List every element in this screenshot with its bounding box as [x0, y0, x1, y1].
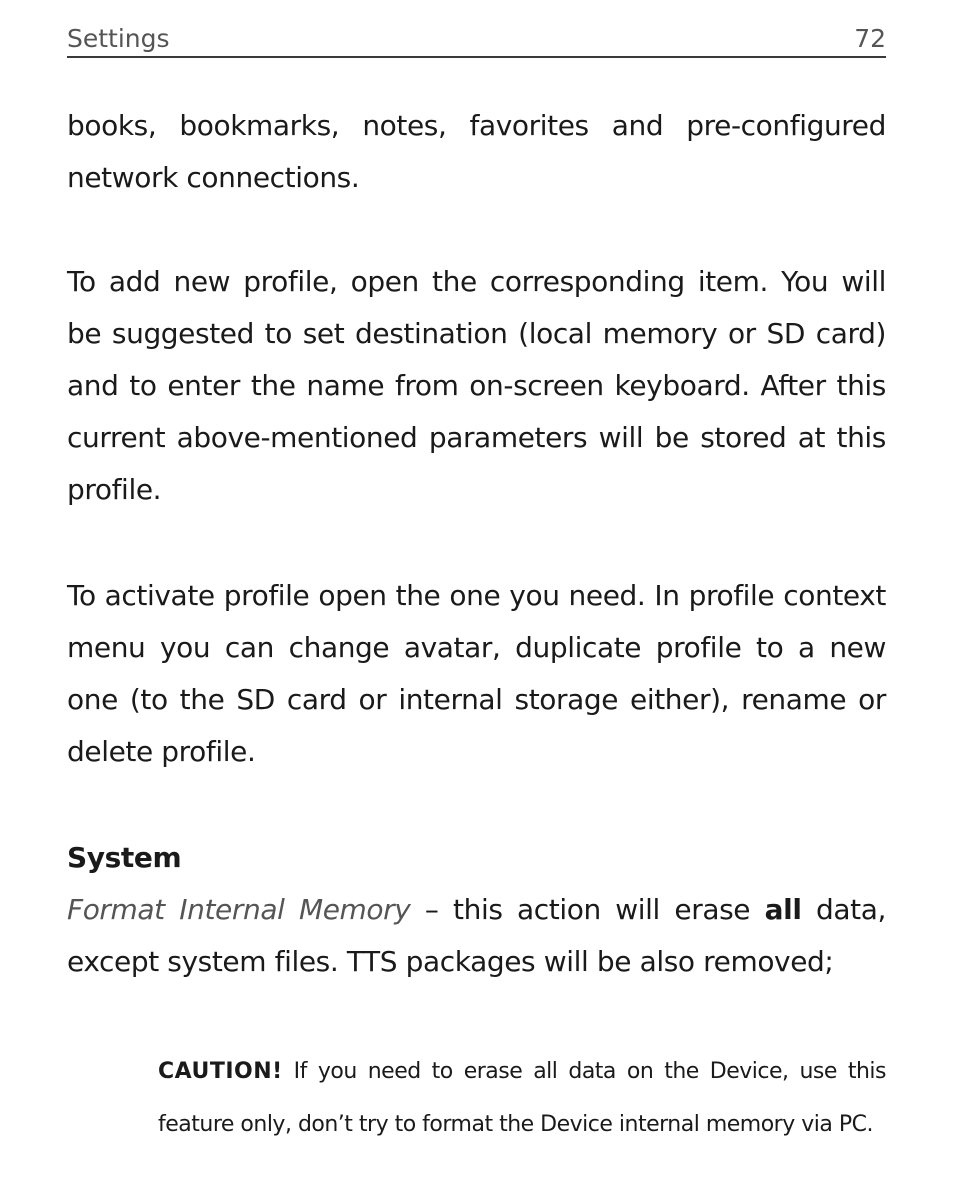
header-page-number: 72 — [854, 24, 886, 53]
paragraph-format-memory — [67, 884, 886, 988]
paragraph-add-profile: To add new profile, open the corresponding item. You will be suggested to set destination (local memory or SD card) and to enter the name from on-screen keyboard. After this current above-mentioned parameters will be stored at this profile. — [67, 265, 886, 506]
header-section-name: Settings — [67, 24, 170, 53]
format-text-after: data, except system files. TTS packages will be also removed; — [67, 893, 886, 978]
caution-text: If you need to erase all data on the Device, use this feature only, don’t try to format the Device internal memory via PC. — [158, 1059, 886, 1137]
system-heading: System — [67, 841, 182, 874]
format-text-before: – this action will erase — [410, 893, 765, 926]
format-memory-label: Format Internal Memory — [67, 893, 411, 926]
format-bold-all: all — [764, 893, 802, 926]
paragraph-profiles-content: books, bookmarks, notes, favorites and pre-configured network connections. — [67, 109, 886, 194]
paragraph-activate-profile: To activate profile open the one you need. In profile context menu you can change avatar, duplicate profile to a new one (to the SD card or internal storage either), rename or delete profile. — [67, 579, 886, 768]
caution-note — [158, 1045, 886, 1151]
caution-label: CAUTION! — [158, 1059, 283, 1084]
page-header — [67, 22, 886, 58]
document-page — [67, 0, 886, 1185]
